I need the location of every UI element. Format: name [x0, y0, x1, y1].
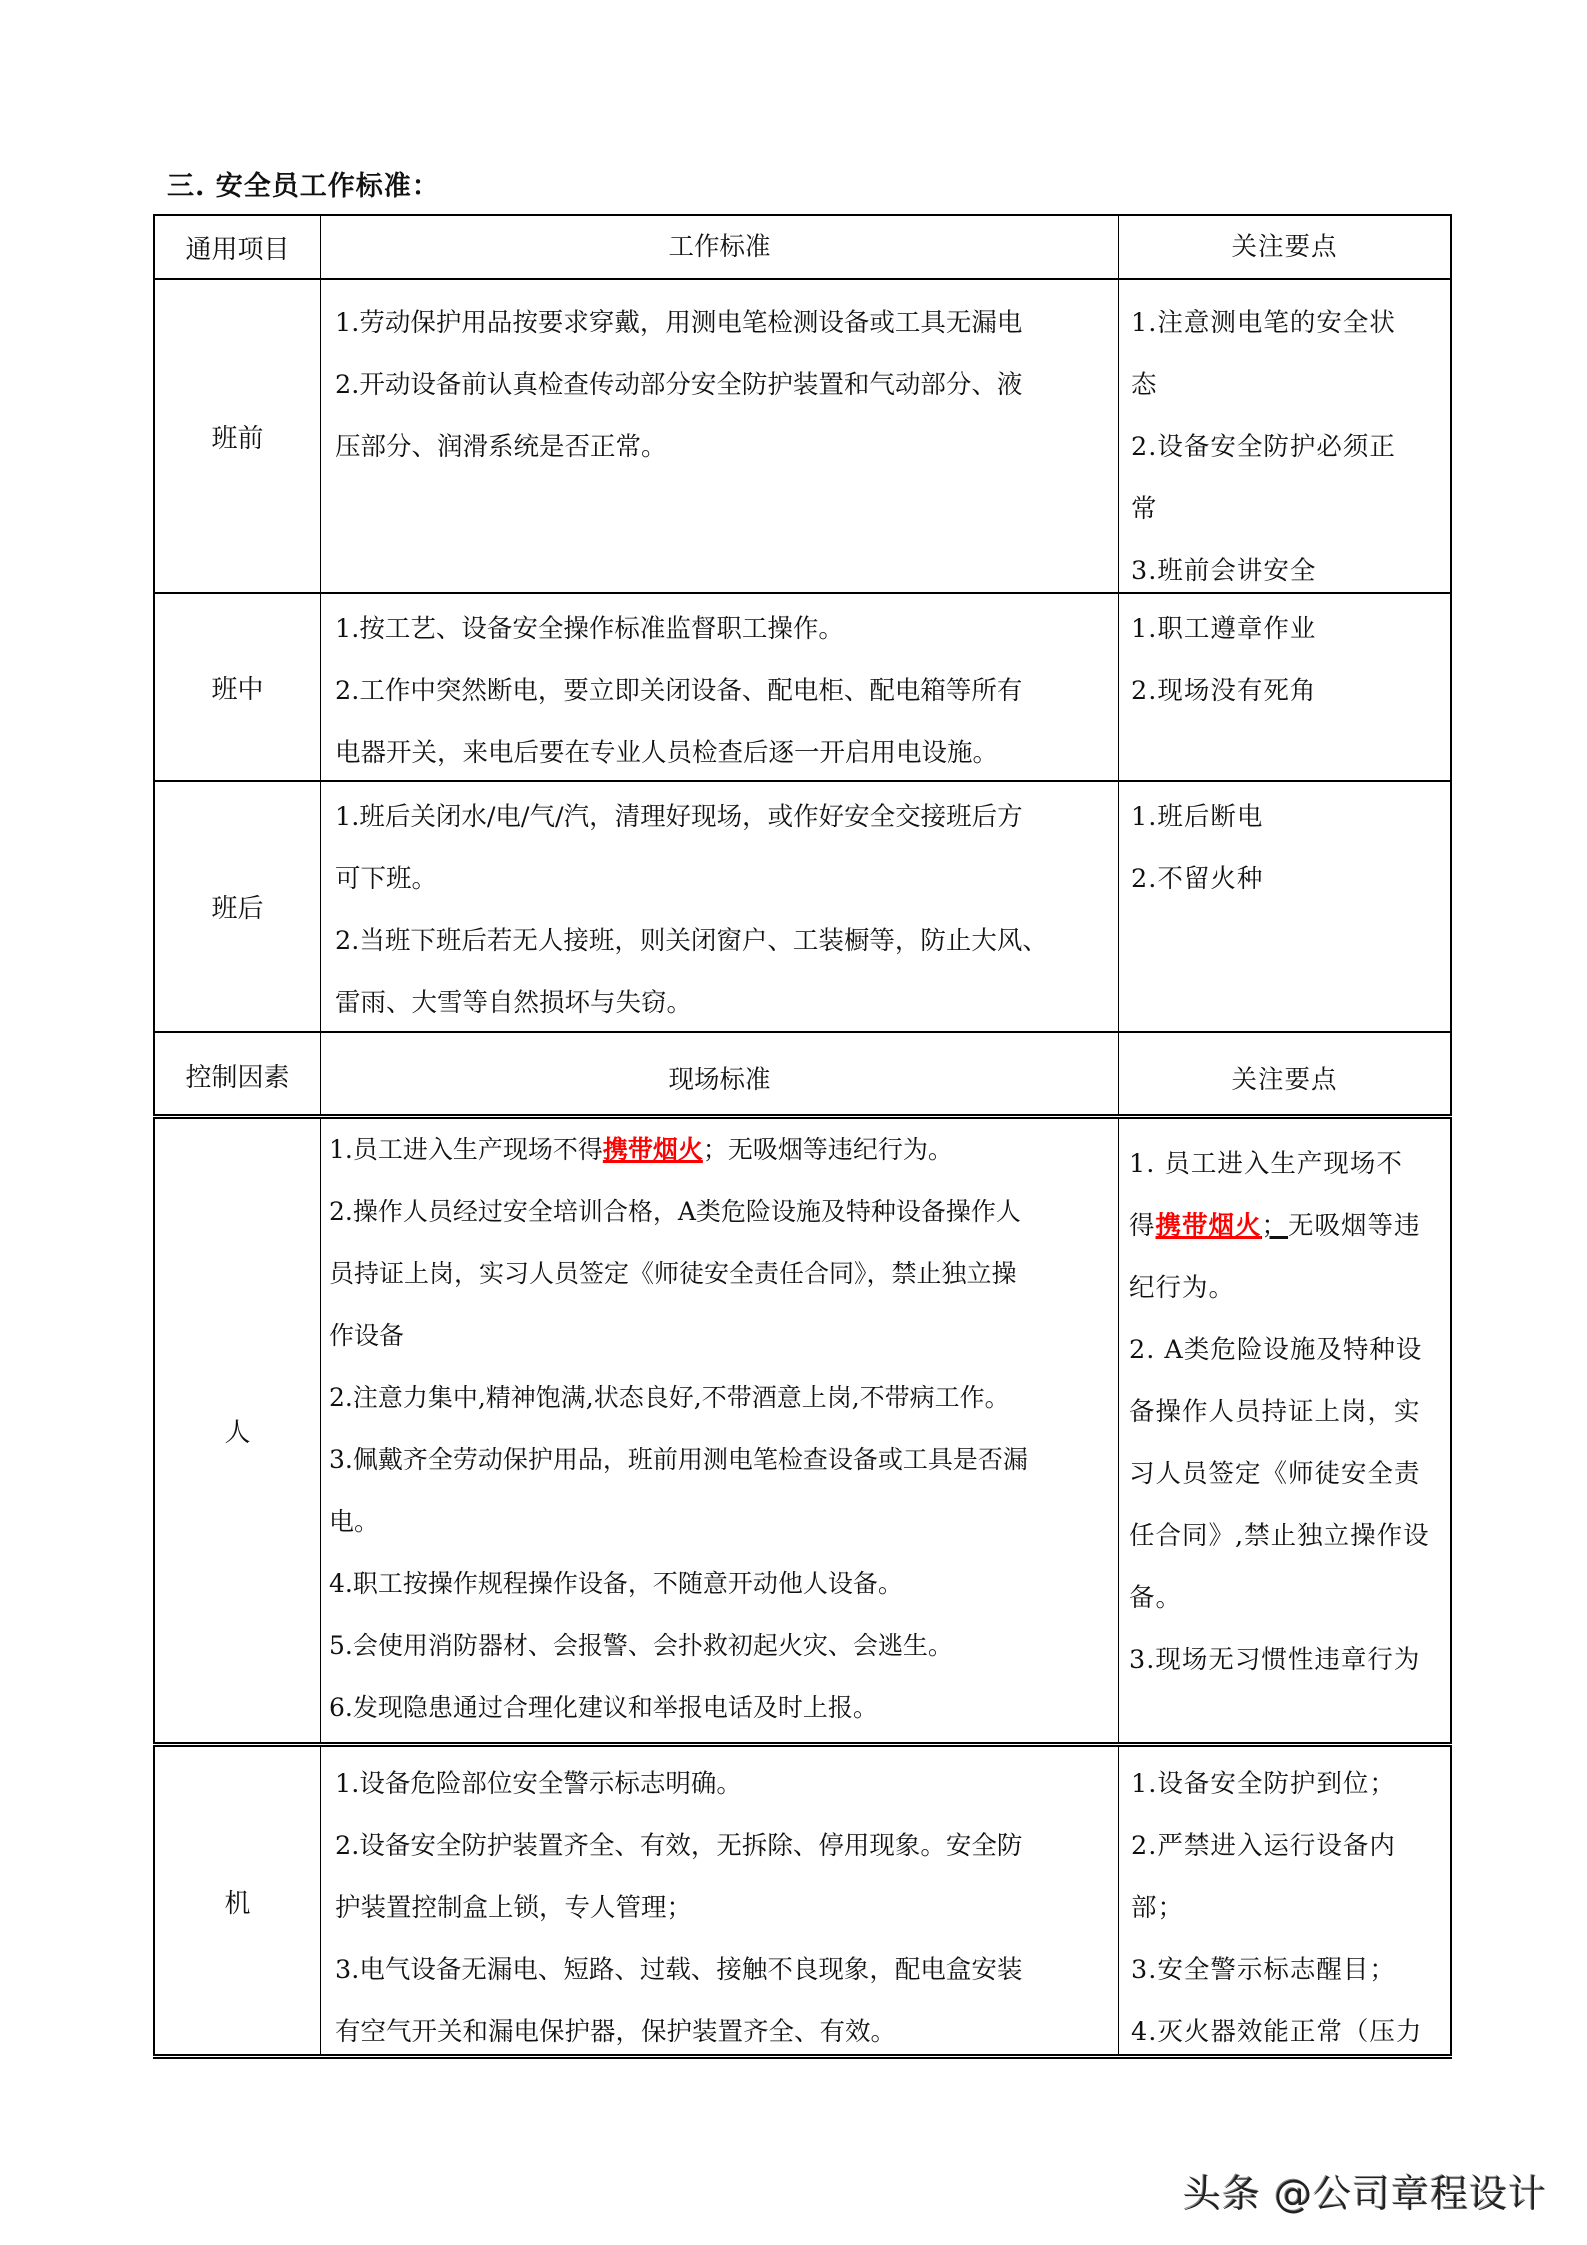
focus-line: 备操作人员持证上岗，实 [1129, 1397, 1421, 1427]
header-site-standard: 现场标准 [321, 1033, 1119, 1114]
row-label: 人 [153, 1119, 321, 1742]
focus-line: 2.设备安全防护必须正 [1131, 432, 1396, 462]
standard-cell [321, 280, 1119, 592]
focus-line: 3.安全警示标志醒目； [1131, 1955, 1396, 1985]
focus-line: 纪行为。 [1129, 1273, 1236, 1303]
standard-line: 1.设备危险部位安全警示标志明确。 [335, 1769, 742, 1799]
standard-cell [321, 1747, 1119, 2056]
section-title: 三. 安全员工作标准： [167, 171, 440, 202]
standard-line: 2.注意力集中,精神饱满,状态良好,不带酒意上岗,不带病工作。 [329, 1383, 1010, 1412]
standard-line: 3.佩戴齐全劳动保护用品，班前用测电笔检查设备或工具是否漏 [329, 1445, 1028, 1474]
focus-cell [1119, 1747, 1452, 2056]
control-header-row [153, 1031, 1452, 1114]
standard-line: 4.职工按操作规程操作设备，不随意开动他人设备。 [329, 1569, 903, 1598]
standard-line: 5.会使用消防器材、会报警、会扑救初起火灾、会逃生。 [329, 1631, 953, 1660]
table-row-before-shift [153, 278, 1452, 592]
standard-line: 护装置控制盒上锁，专人管理； [335, 1893, 693, 1923]
focus-line: 1.注意测电笔的安全状 [1131, 308, 1396, 338]
row-label: 机 [153, 1747, 321, 2056]
standard-line: 雷雨、大雪等自然损坏与失窃。 [335, 988, 693, 1018]
table-bottom-border [153, 2054, 1452, 2059]
standard-line: 压部分、润滑系统是否正常。 [335, 432, 667, 462]
standard-line: 2.操作人员经过安全培训合格，A类危险设施及特种设备操作人 [329, 1197, 1021, 1226]
standard-line: 2.工作中突然断电，要立即关闭设备、配电柜、配电箱等所有 [335, 676, 1023, 706]
source-watermark: 头条 @公司章程设计 [1183, 2172, 1548, 2216]
focus-line: 3.现场无习惯性违章行为 [1129, 1645, 1421, 1675]
header-focus-points-2: 关注要点 [1119, 1033, 1452, 1114]
focus-line: 备。 [1129, 1583, 1183, 1613]
table-row-machine [153, 1742, 1452, 2056]
standard-line: 可下班。 [335, 864, 438, 894]
row-label: 班前 [153, 280, 321, 592]
focus-line: 1.班后断电 [1131, 802, 1264, 832]
focus-line: 3.班前会讲安全 [1131, 556, 1317, 586]
general-header-row [153, 214, 1452, 278]
table-row-after-shift [153, 780, 1452, 1031]
focus-cell [1119, 594, 1452, 780]
focus-line: 得携带烟火；无吸烟等违 [1129, 1211, 1421, 1241]
focus-line: 常 [1131, 494, 1158, 524]
focus-cell [1119, 280, 1452, 592]
focus-line: 1.设备安全防护到位； [1131, 1769, 1396, 1799]
focus-line: 1.职工遵章作业 [1131, 614, 1317, 644]
focus-line: 态 [1131, 370, 1158, 400]
standard-line: 2.设备安全防护装置齐全、有效，无拆除、停用现象。安全防 [335, 1831, 1023, 1861]
header-general-item: 通用项目 [153, 216, 321, 278]
focus-line: 4.灭火器效能正常（压力 [1131, 2017, 1423, 2047]
header-control-factor: 控制因素 [153, 1033, 321, 1114]
row-label: 班后 [153, 782, 321, 1031]
standard-line: 6.发现隐患通过合理化建议和举报电话及时上报。 [329, 1693, 878, 1722]
focus-line: 2.不留火种 [1131, 864, 1264, 894]
focus-line: 1. 员工进入生产现场不 [1129, 1149, 1403, 1179]
standard-line: 1.按工艺、设备安全操作标准监督职工操作。 [335, 614, 844, 644]
focus-line: 任合同》,禁止独立操作设 [1129, 1521, 1430, 1551]
standard-line: 作设备 [329, 1321, 405, 1350]
standard-line: 1.员工进入生产现场不得携带烟火；无吸烟等违纪行为。 [329, 1135, 953, 1164]
highlight-no-fire: 携带烟火 [1155, 1211, 1262, 1241]
standard-line: 1.班后关闭水/电/气/汽，清理好现场，或作好安全交接班后方 [335, 802, 1023, 832]
standard-line: 1.劳动保护用品按要求穿戴，用测电笔检测设备或工具无漏电 [335, 308, 1023, 338]
standard-line: 2.当班下班后若无人接班，则关闭窗户、工装橱等，防止大风、 [335, 926, 1048, 956]
standard-line: 有空气开关和漏电保护器，保护装置齐全、有效。 [335, 2017, 897, 2047]
focus-line: 习人员签定《师徒安全责 [1129, 1459, 1421, 1489]
table-row-during-shift [153, 592, 1452, 780]
focus-line: 2.现场没有死角 [1131, 676, 1317, 706]
row-label: 班中 [153, 594, 321, 780]
focus-cell [1119, 782, 1452, 1031]
focus-line: 2. A类危险设施及特种设 [1129, 1335, 1423, 1365]
standard-line: 电。 [329, 1507, 380, 1536]
standard-line: 员持证上岗，实习人员签定《师徒安全责任合同》，禁止独立操 [329, 1259, 1017, 1288]
standard-line: 2.开动设备前认真检查传动部分安全防护装置和气动部分、液 [335, 370, 1023, 400]
standard-line: 3.电气设备无漏电、短路、过载、接触不良现象，配电盒安装 [335, 1955, 1023, 1985]
highlight-no-fire: 携带烟火 [602, 1135, 703, 1164]
header-work-standard: 工作标准 [321, 216, 1119, 278]
header-focus-points: 关注要点 [1119, 216, 1452, 278]
focus-line: 部； [1131, 1893, 1185, 1923]
focus-cell [1119, 1119, 1452, 1742]
standard-cell [321, 1119, 1119, 1742]
table-row-people [153, 1114, 1452, 1742]
standard-cell [321, 594, 1119, 780]
focus-line: 2.严禁进入运行设备内 [1131, 1831, 1396, 1861]
standard-cell [321, 782, 1119, 1031]
standard-line: 电器开关，来电后要在专业人员检查后逐一开启用电设施。 [335, 738, 999, 768]
